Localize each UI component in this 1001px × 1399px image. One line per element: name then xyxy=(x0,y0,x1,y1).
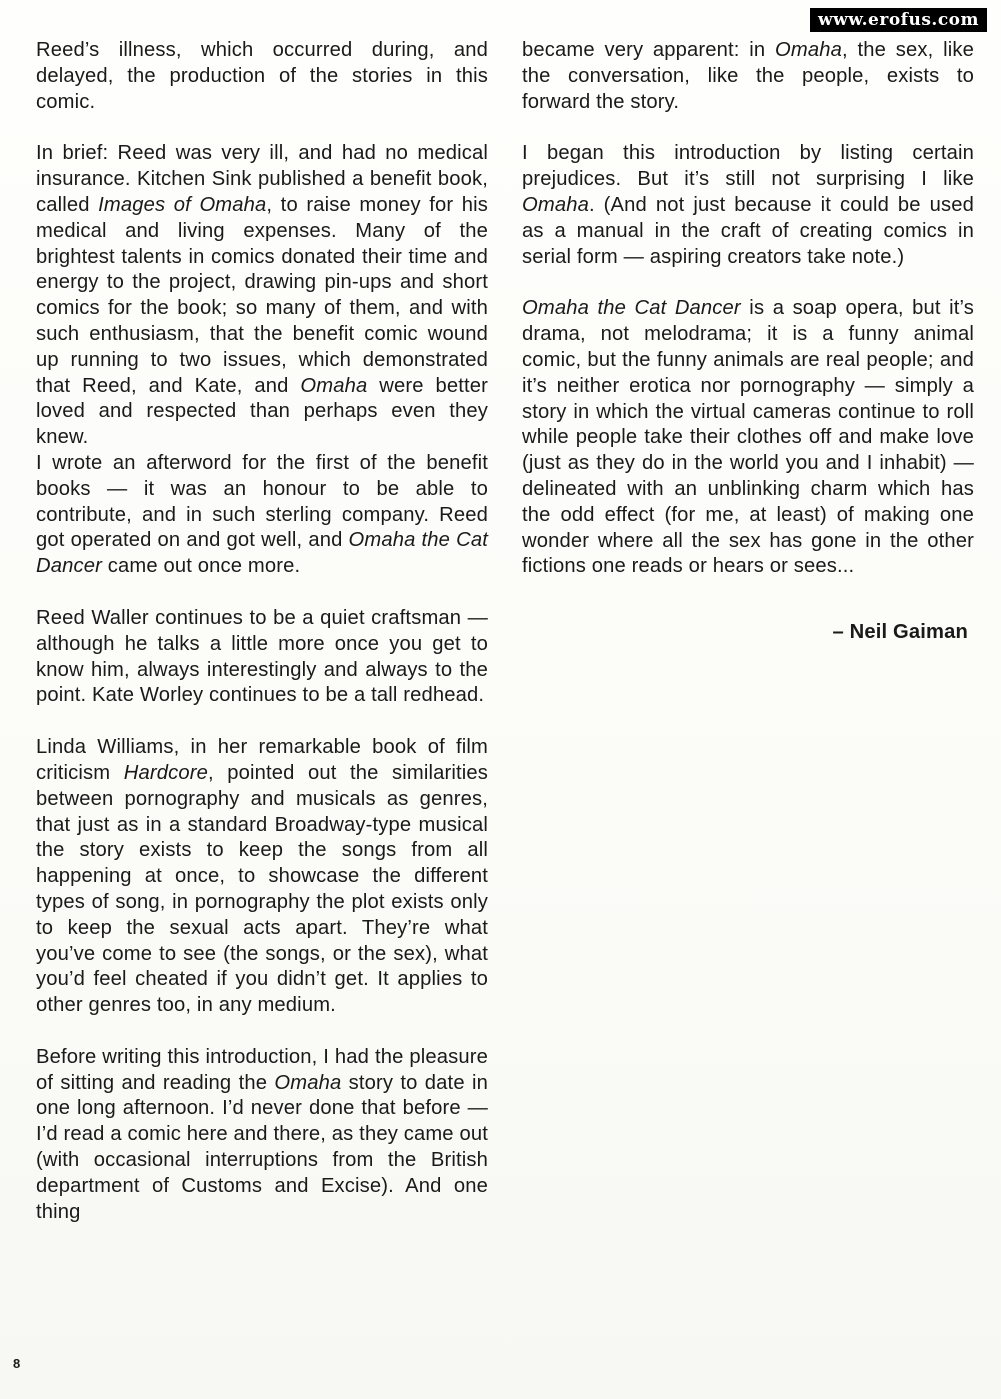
paragraph: Reed Waller continues to be a quiet craftsman — although he talks a little more once you get to know him, always interestingly and always to the point. Kate Worley continues to be a tall redhead. xyxy=(36,606,488,707)
left-column xyxy=(36,38,488,1251)
paragraph: became very apparent: in Omaha, the sex, like the conversation, like the people, exists to forward the story. xyxy=(522,39,974,113)
paragraph: I wrote an afterword for the first of the benefit books — it was an honour to be able to contribute, and in such sterling company. Reed got operated on and got well, and Omaha the Cat Dancer came out once more. xyxy=(36,451,488,578)
paragraph: Linda Williams, in her remarkable book of film criticism Hardcore, pointed out the similarities between pornography and musicals as genres, that just as in a standard Broadway-type musical the story exists to keep the songs from all happening at once, to showcase the different types of song, in pornography the plot exists only to keep the sexual acts apart. They’re what you’ve come to see (the songs, or the sex), what you’d feel cheated if you didn’t get. It applies to other genres too, in any medium. xyxy=(36,736,488,1017)
paragraph: Reed’s illness, which occurred during, and delayed, the production of the stories in this comic. xyxy=(36,39,488,113)
right-column xyxy=(522,38,974,646)
paragraph: Omaha the Cat Dancer is a soap opera, but it’s drama, not melodrama; it is a funny animal comic, but the funny animals are real people; and it’s neither erotica nor pornography — simply a story in which the virtual cameras continue to roll while people take their clothes off and make love (just as they do in the world you and I inhabit) — delineated with an unblinking charm which has the odd effect (for me, at least) of making one wonder where all the sex has gone in the other fictions one reads or hears or sees... xyxy=(522,297,974,578)
watermark: www.erofus.com xyxy=(810,8,987,32)
page-number: 8 xyxy=(13,1356,21,1371)
paragraph: Before writing this introduction, I had the pleasure of sitting and reading the Omaha story to date in one long afternoon. I’d never done that before — I’d read a comic here and there, as they came out (with occasional interruptions from the British department of Customs and Excise). And one thing xyxy=(36,1045,488,1223)
paragraph: In brief: Reed was very ill, and had no medical insurance. Kitchen Sink published a benefit book, called Images of Omaha, to raise money for his medical and living expenses. Many of the brightest talents in comics donated their time and energy to the project, drawing pin-ups and short comics for the book; so many of them, and with such enthusiasm, that the benefit comic wound up running to two issues, which demonstrated that Reed, and Kate, and Omaha were better loved and respected than perhaps even they knew. xyxy=(36,142,488,449)
paragraph: I began this introduction by listing certain prejudices. But it’s still not surprising I like Omaha. (And not just because it could be used as a manual in the craft of creating comics in serial form — aspiring creators take note.) xyxy=(522,142,974,268)
author-signature: – Neil Gaiman xyxy=(832,621,968,644)
